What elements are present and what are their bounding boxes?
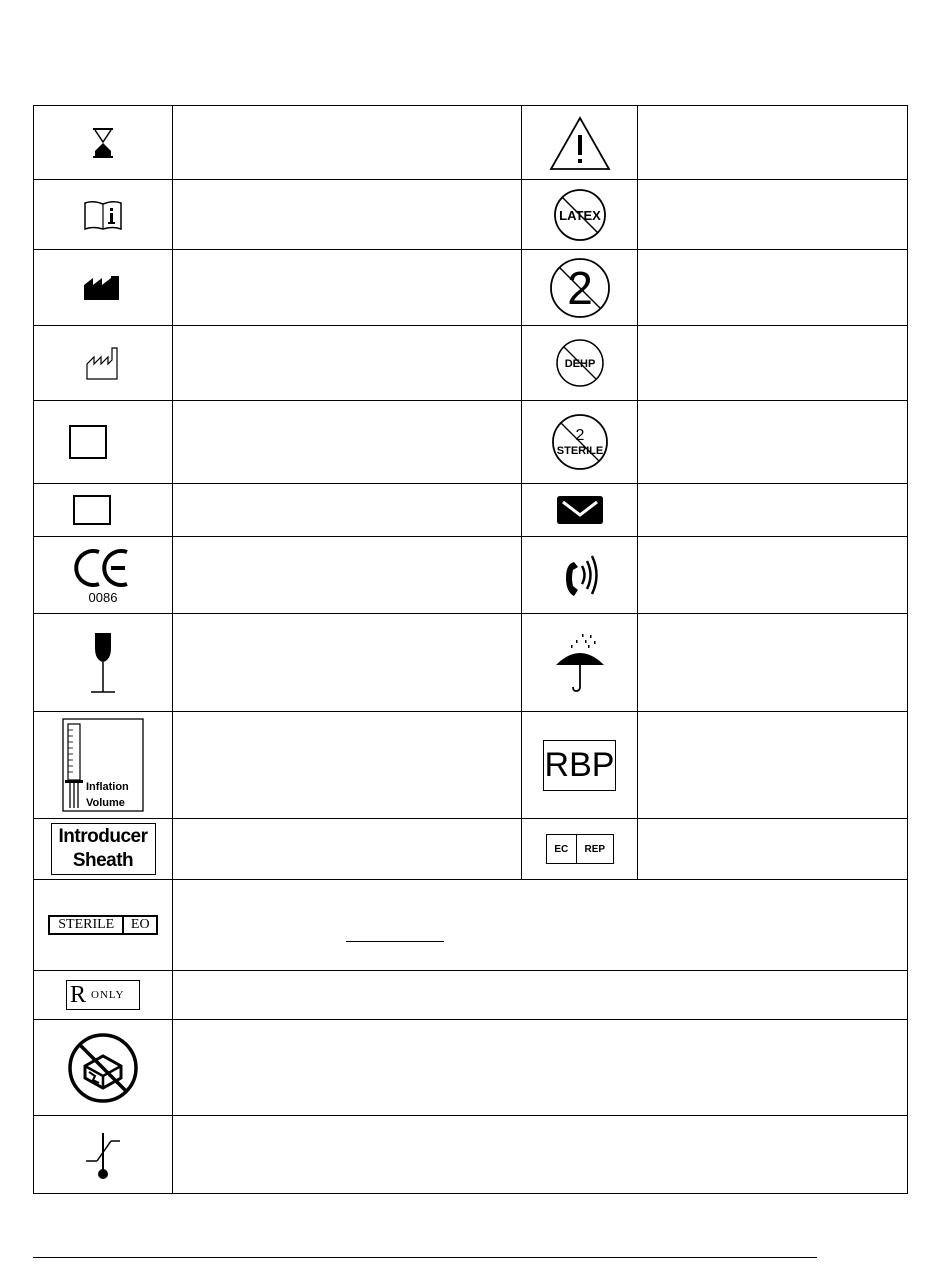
rx-symbol: R: [70, 982, 87, 1008]
description-cell: [638, 106, 907, 179]
table-row: [34, 880, 907, 971]
symbol-cell: [522, 819, 637, 879]
do-not-use-if-damaged-icon: [67, 1032, 139, 1104]
envelope-icon: [557, 496, 603, 524]
symbol-cell: [522, 106, 637, 179]
temperature-limit-icon: [83, 1129, 123, 1181]
not-dehp-icon: [555, 338, 605, 388]
description-cell: [638, 537, 907, 613]
description-cell: [173, 180, 521, 249]
symbol-cell: [34, 401, 172, 483]
fragile-icon: [88, 632, 118, 694]
symbol-cell: [522, 401, 637, 483]
description-cell: [638, 326, 907, 400]
description-cell: [173, 1020, 907, 1115]
description-cell: [173, 971, 907, 1019]
table-row: [34, 537, 907, 614]
description-cell: [173, 484, 521, 536]
symbol-cell: [522, 250, 637, 325]
symbol-cell: [34, 880, 172, 970]
description-cell: [173, 250, 521, 325]
rep-text: REP: [584, 843, 606, 855]
latex-label: LATEX: [558, 207, 601, 223]
manufacturer-icon: [83, 275, 123, 301]
keep-dry-icon: [554, 633, 606, 693]
symbol-cell: [34, 250, 172, 325]
introducer-text: Introducer: [58, 826, 148, 847]
sterile-label: STERILE: [556, 445, 603, 457]
only-text: ONLY: [91, 989, 125, 1001]
description-cell: [173, 326, 521, 400]
description-cell: [638, 250, 907, 325]
inflation-volume-icon: [62, 718, 144, 812]
table-row: [34, 1020, 907, 1116]
symbol-cell: [522, 537, 637, 613]
symbol-cell: [34, 537, 172, 613]
reuse-number: 2: [566, 261, 593, 314]
table-row: [34, 180, 907, 250]
ec-text: EC: [547, 835, 578, 863]
symbol-table: [33, 105, 908, 1194]
table-row: [34, 614, 907, 712]
symbol-cell: [34, 971, 172, 1019]
inflation-label: Inflation: [86, 781, 129, 793]
symbol-cell: [34, 484, 172, 536]
description-cell: [173, 106, 521, 179]
sterile-eo-icon: [48, 915, 158, 935]
volume-label: Volume: [86, 797, 125, 809]
table-row: [34, 106, 907, 180]
rbp-badge: RBP: [543, 740, 616, 791]
symbol-cell: [522, 326, 637, 400]
sheath-text: Sheath: [72, 850, 134, 871]
symbol-cell: [522, 180, 637, 249]
notified-body-number: 0086: [88, 590, 118, 605]
description-cell: [638, 614, 907, 711]
symbol-cell: [34, 1020, 172, 1115]
description-cell: [173, 614, 521, 711]
table-row: [34, 250, 907, 326]
table-row: [34, 712, 907, 819]
caution-icon: [549, 115, 611, 171]
do-not-resterilize-icon: [550, 412, 610, 472]
table-row: [34, 484, 907, 537]
date-of-manufacture-icon: [86, 346, 120, 380]
symbol-cell: [34, 326, 172, 400]
eo-text: EO: [130, 917, 150, 932]
do-not-reuse-icon: [548, 256, 612, 320]
symbol-cell: [34, 1116, 172, 1193]
table-row: [34, 819, 907, 880]
underline-blank: [346, 941, 444, 942]
symbol-cell: [34, 614, 172, 711]
symbol-cell: [522, 484, 637, 536]
latex-free-icon: [552, 187, 608, 243]
description-cell: [638, 484, 907, 536]
description-cell: [173, 1116, 907, 1193]
hourglass-icon: [92, 127, 114, 159]
symbol-cell: [522, 712, 637, 818]
symbol-cell: [522, 614, 637, 711]
symbol-cell: [34, 819, 172, 879]
symbol-cell: [34, 180, 172, 249]
description-cell: [638, 819, 907, 879]
table-row: [34, 971, 907, 1020]
table-row: [34, 326, 907, 401]
rx-only-icon: [66, 980, 140, 1010]
empty-box-icon: [69, 425, 107, 459]
ec-rep-icon: [546, 834, 614, 864]
table-row: [34, 1116, 907, 1193]
description-cell: [173, 880, 907, 970]
description-cell: [173, 537, 521, 613]
footer-rule: [33, 1257, 817, 1258]
ce-mark-icon: [75, 546, 131, 604]
resterilize-number: 2: [575, 427, 584, 444]
description-cell: [638, 712, 907, 818]
description-cell: [638, 180, 907, 249]
symbol-cell: [34, 712, 172, 818]
table-row: [34, 401, 907, 484]
description-cell: [638, 401, 907, 483]
telephone-icon: [560, 548, 600, 602]
description-cell: [173, 401, 521, 483]
description-cell: [173, 712, 521, 818]
symbol-cell: [34, 106, 172, 179]
description-cell: [173, 819, 521, 879]
dehp-label: DEHP: [564, 358, 595, 370]
introducer-sheath-label: [51, 823, 156, 875]
empty-box-icon: [73, 495, 111, 525]
book-info-icon: [83, 199, 123, 231]
sterile-text: STERILE: [50, 917, 124, 933]
